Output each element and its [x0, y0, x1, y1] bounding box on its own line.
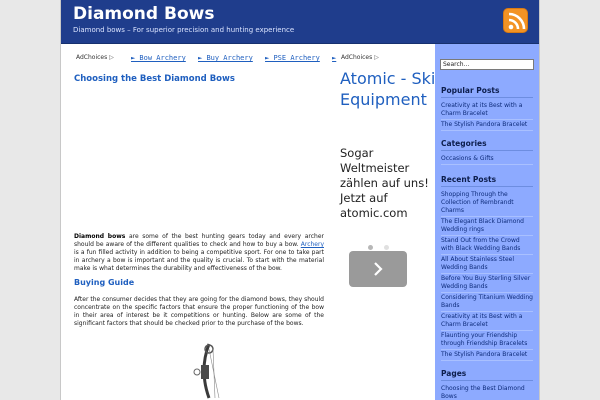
recent-posts-list: [441, 190, 533, 361]
side-ad-adchoices-label: AdChoices: [341, 54, 373, 61]
buying-guide-text: After the consumer decides that they are going for the diamond bows, they should concentrate on the specific factors that ensure the proper functioning of the bow in their area of interest be it competitions or hunting. Below are some of the significant factors that should be checked prior to the purchase of the bows.: [74, 296, 324, 327]
post-title[interactable]: Choosing the Best Diamond Bows: [74, 74, 235, 84]
recent-post-link[interactable]: All About Stainless Steel Wedding Bands: [441, 255, 533, 274]
rss-icon[interactable]: [503, 8, 528, 33]
site-header: [61, 0, 539, 44]
popular-post-link[interactable]: Creativity at its Best with a Charm Bracelet: [441, 101, 533, 120]
side-ad-title[interactable]: Atomic - Ski Equipment: [340, 69, 436, 109]
recent-post-link[interactable]: The Stylish Pandora Bracelet: [441, 350, 533, 361]
intro-text-2: is a fun filled activity in addition to being a competitive sport. For one to take part in archery a bow is important and the quality is crucial. To start with the material make is what determines the durability and effectiveness of the bow.: [74, 249, 324, 272]
search-input[interactable]: [440, 59, 534, 70]
page-link[interactable]: Choosing the Best Diamond Bows: [441, 384, 533, 400]
ad-link-pse-archery[interactable]: ► PSE Archery: [265, 54, 320, 62]
site-title[interactable]: Diamond Bows: [73, 4, 215, 24]
adchoices-badge[interactable]: [76, 54, 114, 61]
post-intro: [74, 233, 324, 273]
page-wrapper: [60, 0, 540, 400]
recent-post-link[interactable]: Shopping Through the Collection of Rembrandt Charms: [441, 190, 533, 217]
popular-post-link[interactable]: The Stylish Pandora Bracelet: [441, 120, 533, 131]
recent-post-link[interactable]: Stand Out from the Crowd with Black Wedding Bands: [441, 236, 533, 255]
categories-list: [441, 154, 533, 165]
categories-title: Categories: [441, 139, 533, 151]
popular-posts-title: Popular Posts: [441, 86, 533, 98]
intro-bold: Diamond bows: [74, 233, 126, 240]
carousel-dot[interactable]: [368, 245, 373, 250]
recent-post-link[interactable]: Creativity at its Best with a Charm Bracelet: [441, 312, 533, 331]
sidebar: [435, 44, 539, 400]
intro-text-1: are some of the best hunting gears today and every archer should be aware of the different qualities to check and how to buy a bow.: [74, 233, 324, 248]
side-ad-body: Sogar Weltmeister zählen auf uns! Jetzt auf atomic.com: [340, 146, 429, 220]
popular-posts-list: [441, 101, 533, 131]
side-ad-adchoices[interactable]: [341, 54, 379, 61]
archery-link[interactable]: Archery: [300, 241, 324, 248]
adchoices-icon: ▷: [374, 54, 379, 61]
ad-link-buy-archery[interactable]: ► Buy Archery: [198, 54, 253, 62]
recent-post-link[interactable]: The Elegant Black Diamond Wedding rings: [441, 217, 533, 236]
recent-post-link[interactable]: Flaunting your Friendship through Friendship Bracelets: [441, 331, 533, 350]
side-ad[interactable]: [337, 50, 437, 400]
buying-guide-heading: Buying Guide: [74, 278, 135, 287]
pages-title: Pages: [441, 369, 533, 381]
ad-link-bow-archery[interactable]: ► Bow Archery: [131, 54, 186, 62]
recent-post-link[interactable]: Before You Buy Sterling Silver Wedding Bands: [441, 274, 533, 293]
pages-list: [441, 384, 533, 400]
site-description: Diamond bows – For superior precision and hunting experience: [73, 26, 295, 34]
chevron-right-icon: [370, 261, 386, 277]
ad-links: [131, 54, 344, 62]
recent-post-link[interactable]: Considering Titanium Wedding Bands: [441, 293, 533, 312]
main-content: [71, 50, 337, 400]
ad-link-more[interactable]: ►: [332, 54, 337, 62]
category-link[interactable]: Occasions & Gifts: [441, 154, 533, 165]
adchoices-icon: ▷: [109, 54, 114, 61]
adchoices-label: AdChoices: [76, 54, 108, 61]
side-ad-next-button[interactable]: [349, 251, 407, 287]
carousel-dot[interactable]: [384, 245, 389, 250]
compound-bow-image: [179, 340, 239, 400]
recent-posts-title: Recent Posts: [441, 175, 533, 187]
